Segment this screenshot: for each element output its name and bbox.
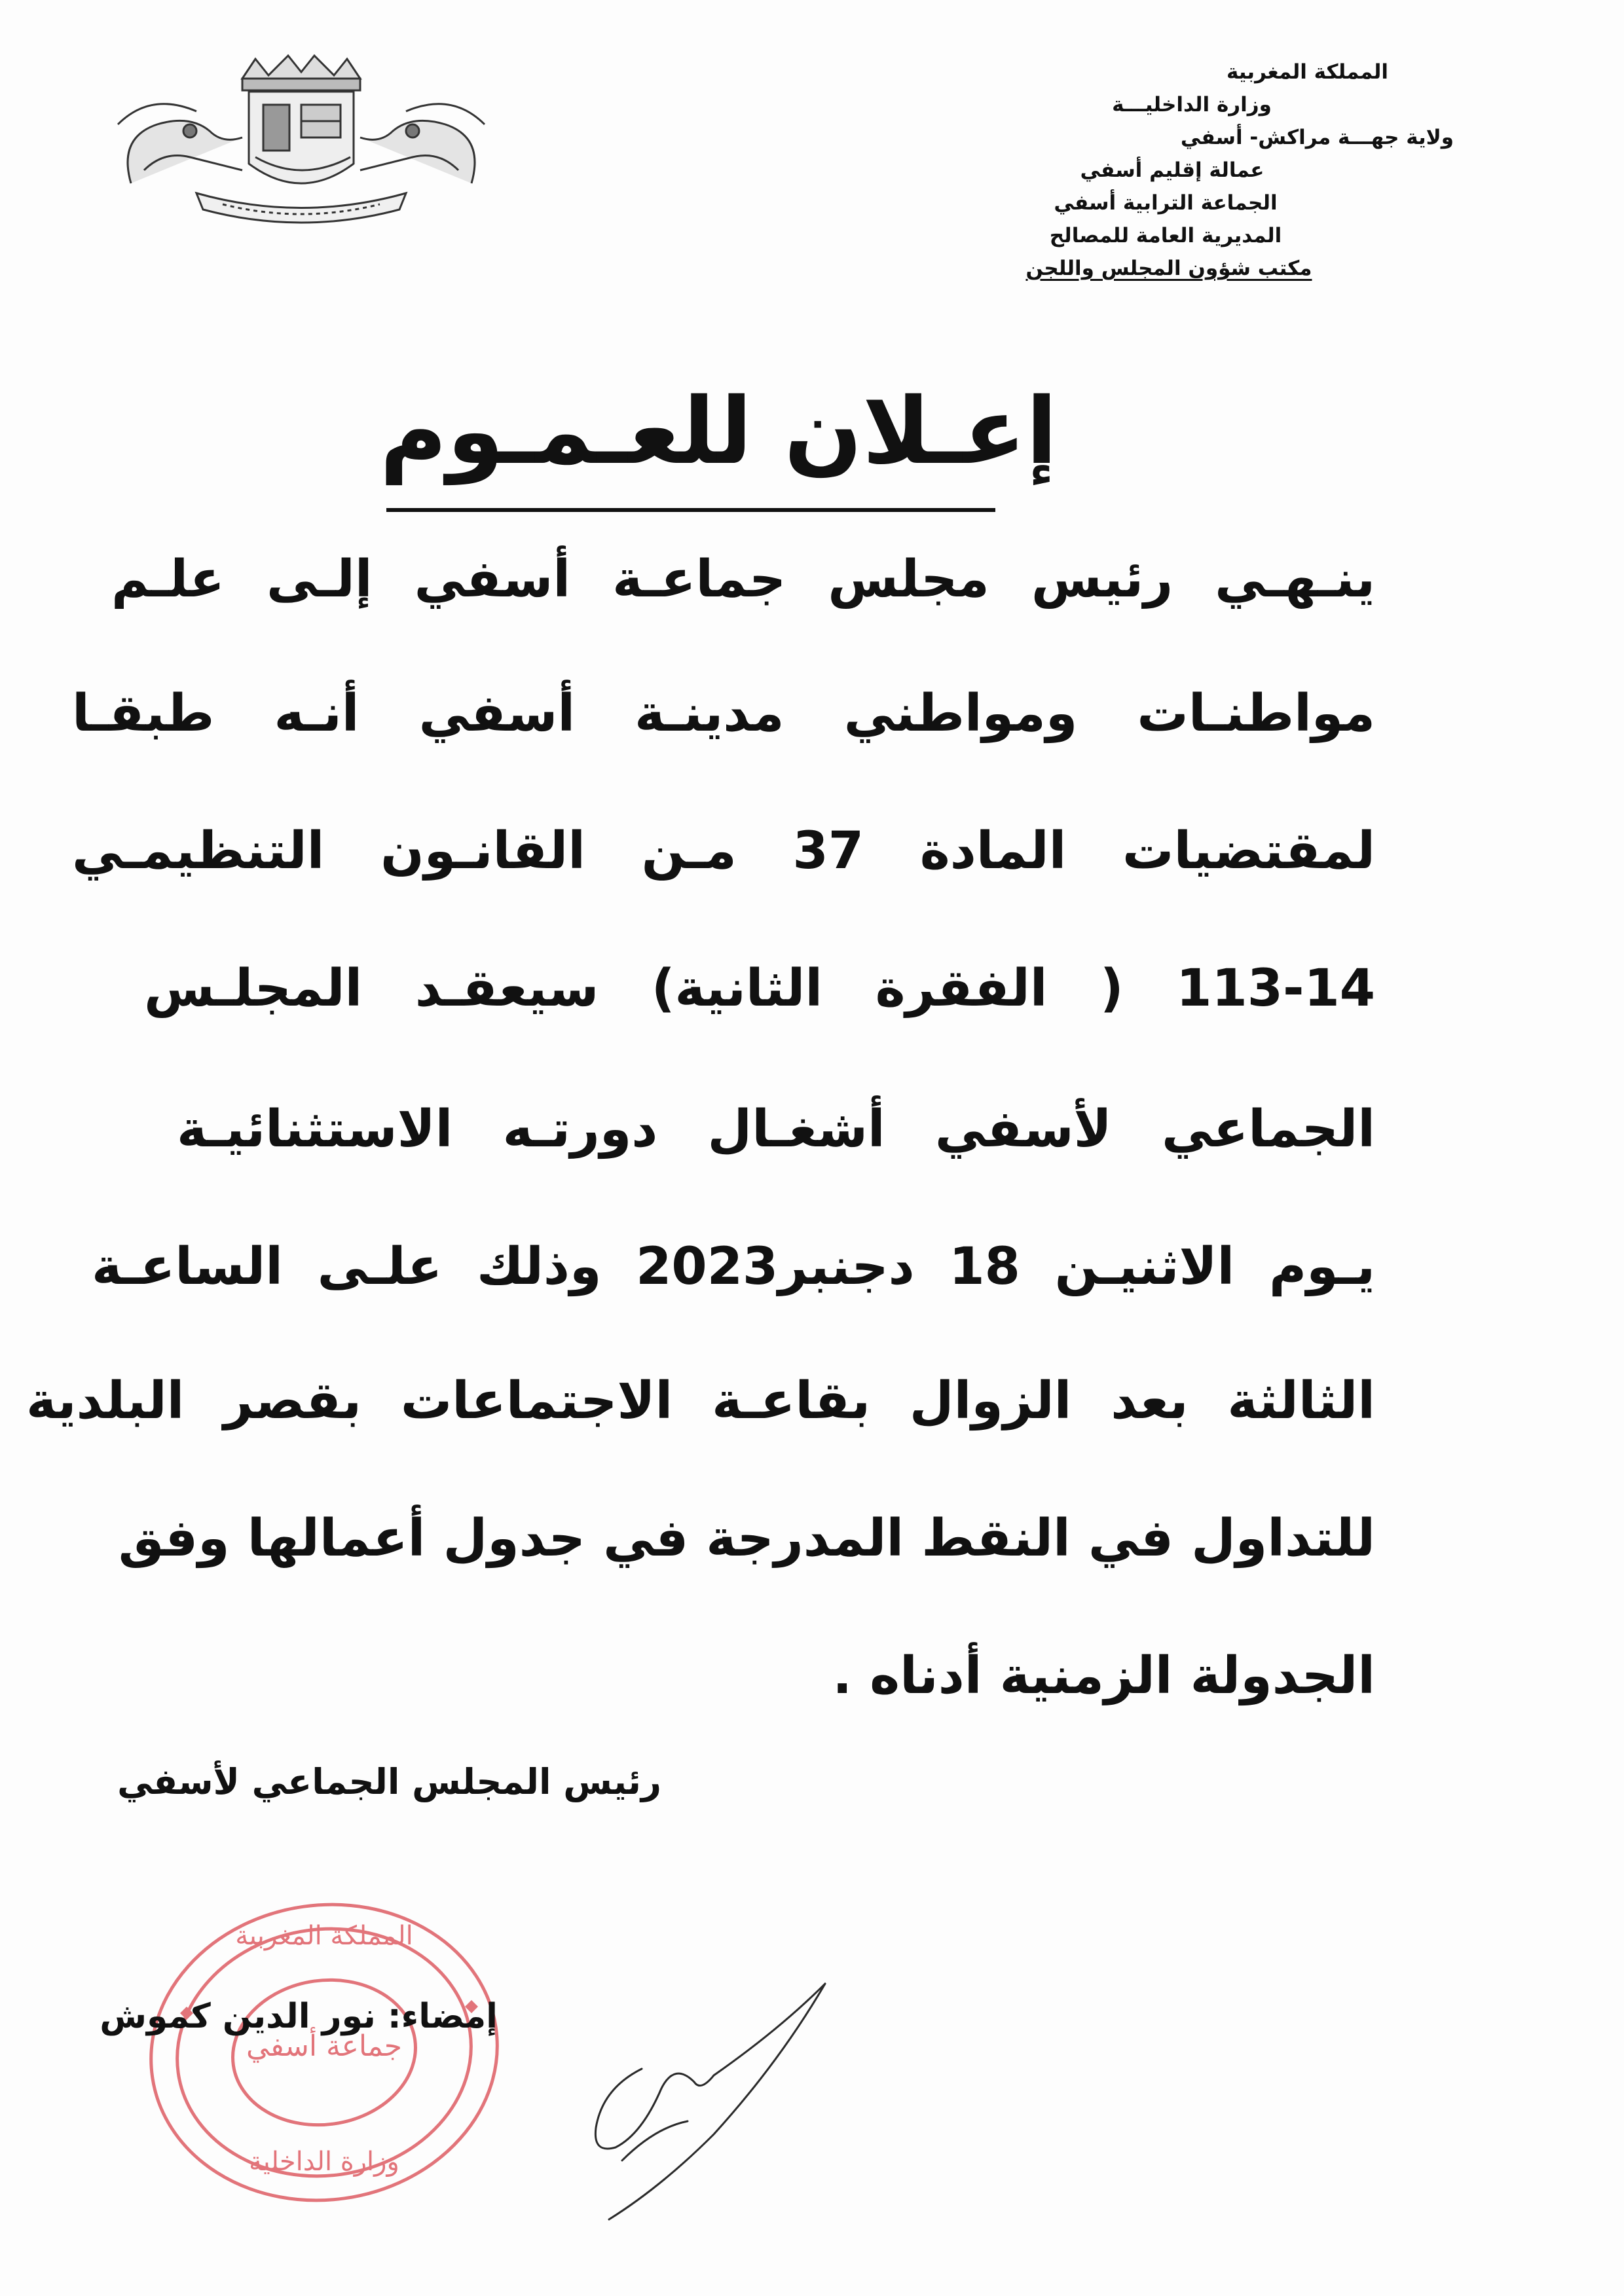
header-region: ولاية جهـــة مراكش- أسفي: [1180, 126, 1454, 149]
header-ministry: وزارة الداخليـــة: [1112, 93, 1272, 117]
header-office: مكتب شؤون المجلس واللجن: [1025, 257, 1312, 280]
header-kingdom: المملكة المغربية: [1226, 60, 1388, 84]
body-line-6: يـوم الاثنيـن 18 دجنبر2023 وذلك علـى الساعـة: [92, 1237, 1376, 1296]
signatory-title: رئيس المجلس الجماعي لأسفي: [117, 1761, 661, 1802]
coat-of-arms-emblem: [92, 52, 511, 229]
header-block: [904, 56, 1454, 285]
handwritten-signature: [563, 1958, 930, 2232]
signatory-name: إمضاء: نور الدين كموش: [100, 1997, 498, 2036]
body-line-3: لمقتضيات المادة 37 مـن القانـون التنظيمـي: [72, 822, 1375, 881]
official-stamp: [141, 1895, 507, 2210]
body-line-8: للتداول في النقط المدرجة في جدول أعمالها وفق: [118, 1509, 1375, 1568]
body-line-4: 113-14 ( الفقرة الثانية) سيعقـد المجلـس: [144, 959, 1375, 1018]
body-line-2: مواطنـات ومواطني مدينـة أسفي أنـه طبقـا: [72, 684, 1375, 743]
stamp-text-top: المملكة المغربية: [235, 1921, 413, 1951]
body-line-1: ينـهـي رئيس مجلس جماعـة أسفي إلـى علـم: [111, 550, 1375, 609]
body-line-9: الجدولة الزمنية أدناه .: [832, 1647, 1375, 1705]
header-commune: الجماعة الترابية أسفي: [1054, 191, 1278, 215]
stamp-text-mid: جماعة أسفي: [246, 2030, 402, 2063]
document-title: إعـلان للعـمـوم: [380, 378, 1058, 485]
header-directorate: المديرية العامة للمصالح: [1049, 224, 1282, 247]
title-block: [380, 367, 1058, 524]
title-underline: [386, 508, 995, 512]
header-prefecture: عمالة إقليم أسفي: [1080, 158, 1264, 182]
body-line-7: الثالثة بعد الزوال بقاعـة الاجتماعات بقصر البلدية: [26, 1372, 1375, 1430]
body-line-5: الجماعي لأسفي أشغـال دورتـه الاستثنائيـة: [177, 1100, 1375, 1159]
stamp-text-bottom: وزارة الداخلية: [249, 2147, 399, 2177]
